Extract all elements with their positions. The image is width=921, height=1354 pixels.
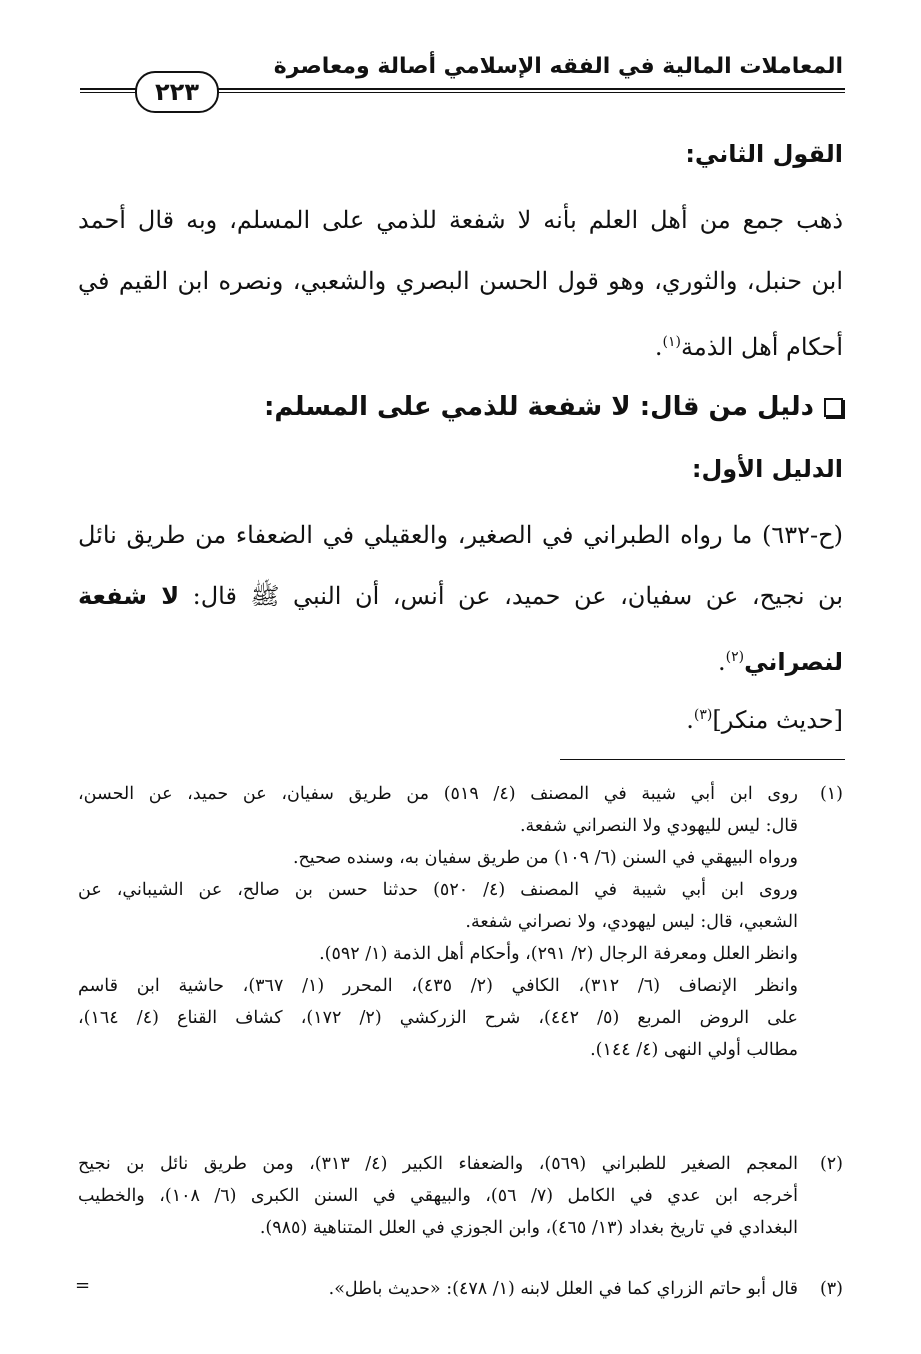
footnote-separator bbox=[560, 759, 845, 760]
section-heading: القول الثاني: bbox=[685, 140, 843, 168]
footnote-line: مطالب أولي النهى (٤/ ١٤٤). bbox=[590, 1040, 798, 1060]
paragraph-line bbox=[78, 627, 843, 693]
footnote-ref: (٣) bbox=[693, 707, 713, 723]
paragraph-line: ذهب جمع من أهل العلم بأنه لا شفعة للذمي على المسلم، وبه قال أحمد bbox=[78, 206, 843, 234]
paragraph-line: (ح-٦٣٢) ما رواه الطبراني في الصغير، والعقيلي في الضعفاء من طريق نائل bbox=[78, 521, 843, 549]
footnote-line: وروى ابن أبي شيبة في المصنف (٤/ ٥٢٠) حدثنا حسن بن صالح، عن الشيباني، عن bbox=[78, 880, 798, 900]
period: . bbox=[717, 648, 726, 676]
paragraph-line-text: أحكام أهل الذمة bbox=[681, 333, 843, 361]
footnote-line: قال: ليس لليهودي ولا النصراني شفعة. bbox=[519, 816, 798, 836]
evidence-heading bbox=[78, 392, 843, 422]
footnote-number: (٢) bbox=[819, 1154, 843, 1174]
paragraph-line: ابن حنبل، والثوري، وهو قول الحسن البصري والشعبي، ونصره ابن القيم في bbox=[78, 267, 844, 295]
footnote-ref: (١) bbox=[662, 334, 681, 350]
hadith-text-bold: لا شفعة bbox=[78, 582, 180, 610]
hadith-verdict: [حديث منكر] bbox=[712, 706, 843, 734]
first-evidence-heading: الدليل الأول: bbox=[691, 455, 843, 483]
footnote-number: (٣) bbox=[819, 1279, 843, 1299]
footnote-line: البغدادي في تاريخ بغداد (١٣/ ٤٦٥)، وابن الجوزي في العلل المتناهية (٩٨٥). bbox=[259, 1218, 798, 1238]
paragraph-line bbox=[78, 566, 843, 627]
evidence-paragraph bbox=[78, 505, 843, 693]
section-paragraph bbox=[78, 190, 843, 378]
paragraph-line bbox=[78, 312, 843, 378]
footnote-ref: (٢) bbox=[725, 649, 745, 665]
footnote-line: وانظر الإنصاف (٦/ ٣١٢)، الكافي (٢/ ٤٣٥)، المحرر (١/ ٣٦٧)، حاشية ابن قاسم bbox=[78, 976, 798, 996]
footnote-line: وانظر العلل ومعرفة الرجال (٢/ ٢٩١)، وأحكام أهل الذمة (١/ ٥٩٢). bbox=[319, 944, 798, 964]
running-header-title: المعاملات المالية في الفقه الإسلامي أصالة ومعاصرة bbox=[273, 54, 843, 79]
footnote-line: الشعبي، قال: ليس ليهودي، ولا نصراني شفعة. bbox=[465, 912, 798, 932]
footnote-line: على الروض المربع (٥/ ٤٤٢)، شرح الزركشي (٢/ ١٧٢)، كشاف القناع (٤/ ١٦٤)، bbox=[78, 1008, 798, 1028]
paragraph-line-text: بن نجيح، عن سفيان، عن حميد، عن أنس، أن النبي ﷺ قال: bbox=[192, 582, 844, 610]
footnote-3 bbox=[78, 1273, 843, 1305]
hadith-text-bold: لنصراني bbox=[744, 648, 843, 676]
checkbox-square-icon bbox=[824, 398, 843, 417]
footnote-line: روى ابن أبي شيبة في المصنف (٤/ ٥١٩) من طريق سفيان، عن حميد، عن الحسن، bbox=[78, 784, 798, 804]
continuation-mark: = bbox=[75, 1275, 91, 1296]
footnote-number: (١) bbox=[819, 784, 843, 804]
footnote-line: المعجم الصغير للطبراني (٥٦٩)، والضعفاء الكبير (٤/ ٣١٣)، ومن طريق نائل بن نجيح bbox=[78, 1154, 798, 1174]
footnote-line: قال أبو حاتم الزراي كما في العلل لابنه (١/ ٤٧٨): «حديث باطل». bbox=[328, 1279, 798, 1299]
period: . bbox=[654, 333, 663, 361]
paragraph-line bbox=[78, 685, 843, 751]
page-number: ٢٢٣ bbox=[135, 71, 219, 113]
evidence-heading-text: دليل من قال: لا شفعة للذمي على المسلم: bbox=[263, 392, 814, 422]
footnote-line: ورواه البيهقي في السنن (٦/ ١٠٩) من طريق سفيان به، وسنده صحيح. bbox=[292, 848, 798, 868]
footnote-2 bbox=[78, 1148, 843, 1244]
period: . bbox=[686, 706, 694, 734]
verdict-line bbox=[78, 685, 843, 751]
footnote-1 bbox=[78, 778, 843, 1066]
footnote-line: أخرجه ابن عدي في الكامل (٧/ ٥٦)، والبيهقي في السنن الكبرى (٦/ ١٠٨)، والخطيب bbox=[78, 1186, 798, 1206]
